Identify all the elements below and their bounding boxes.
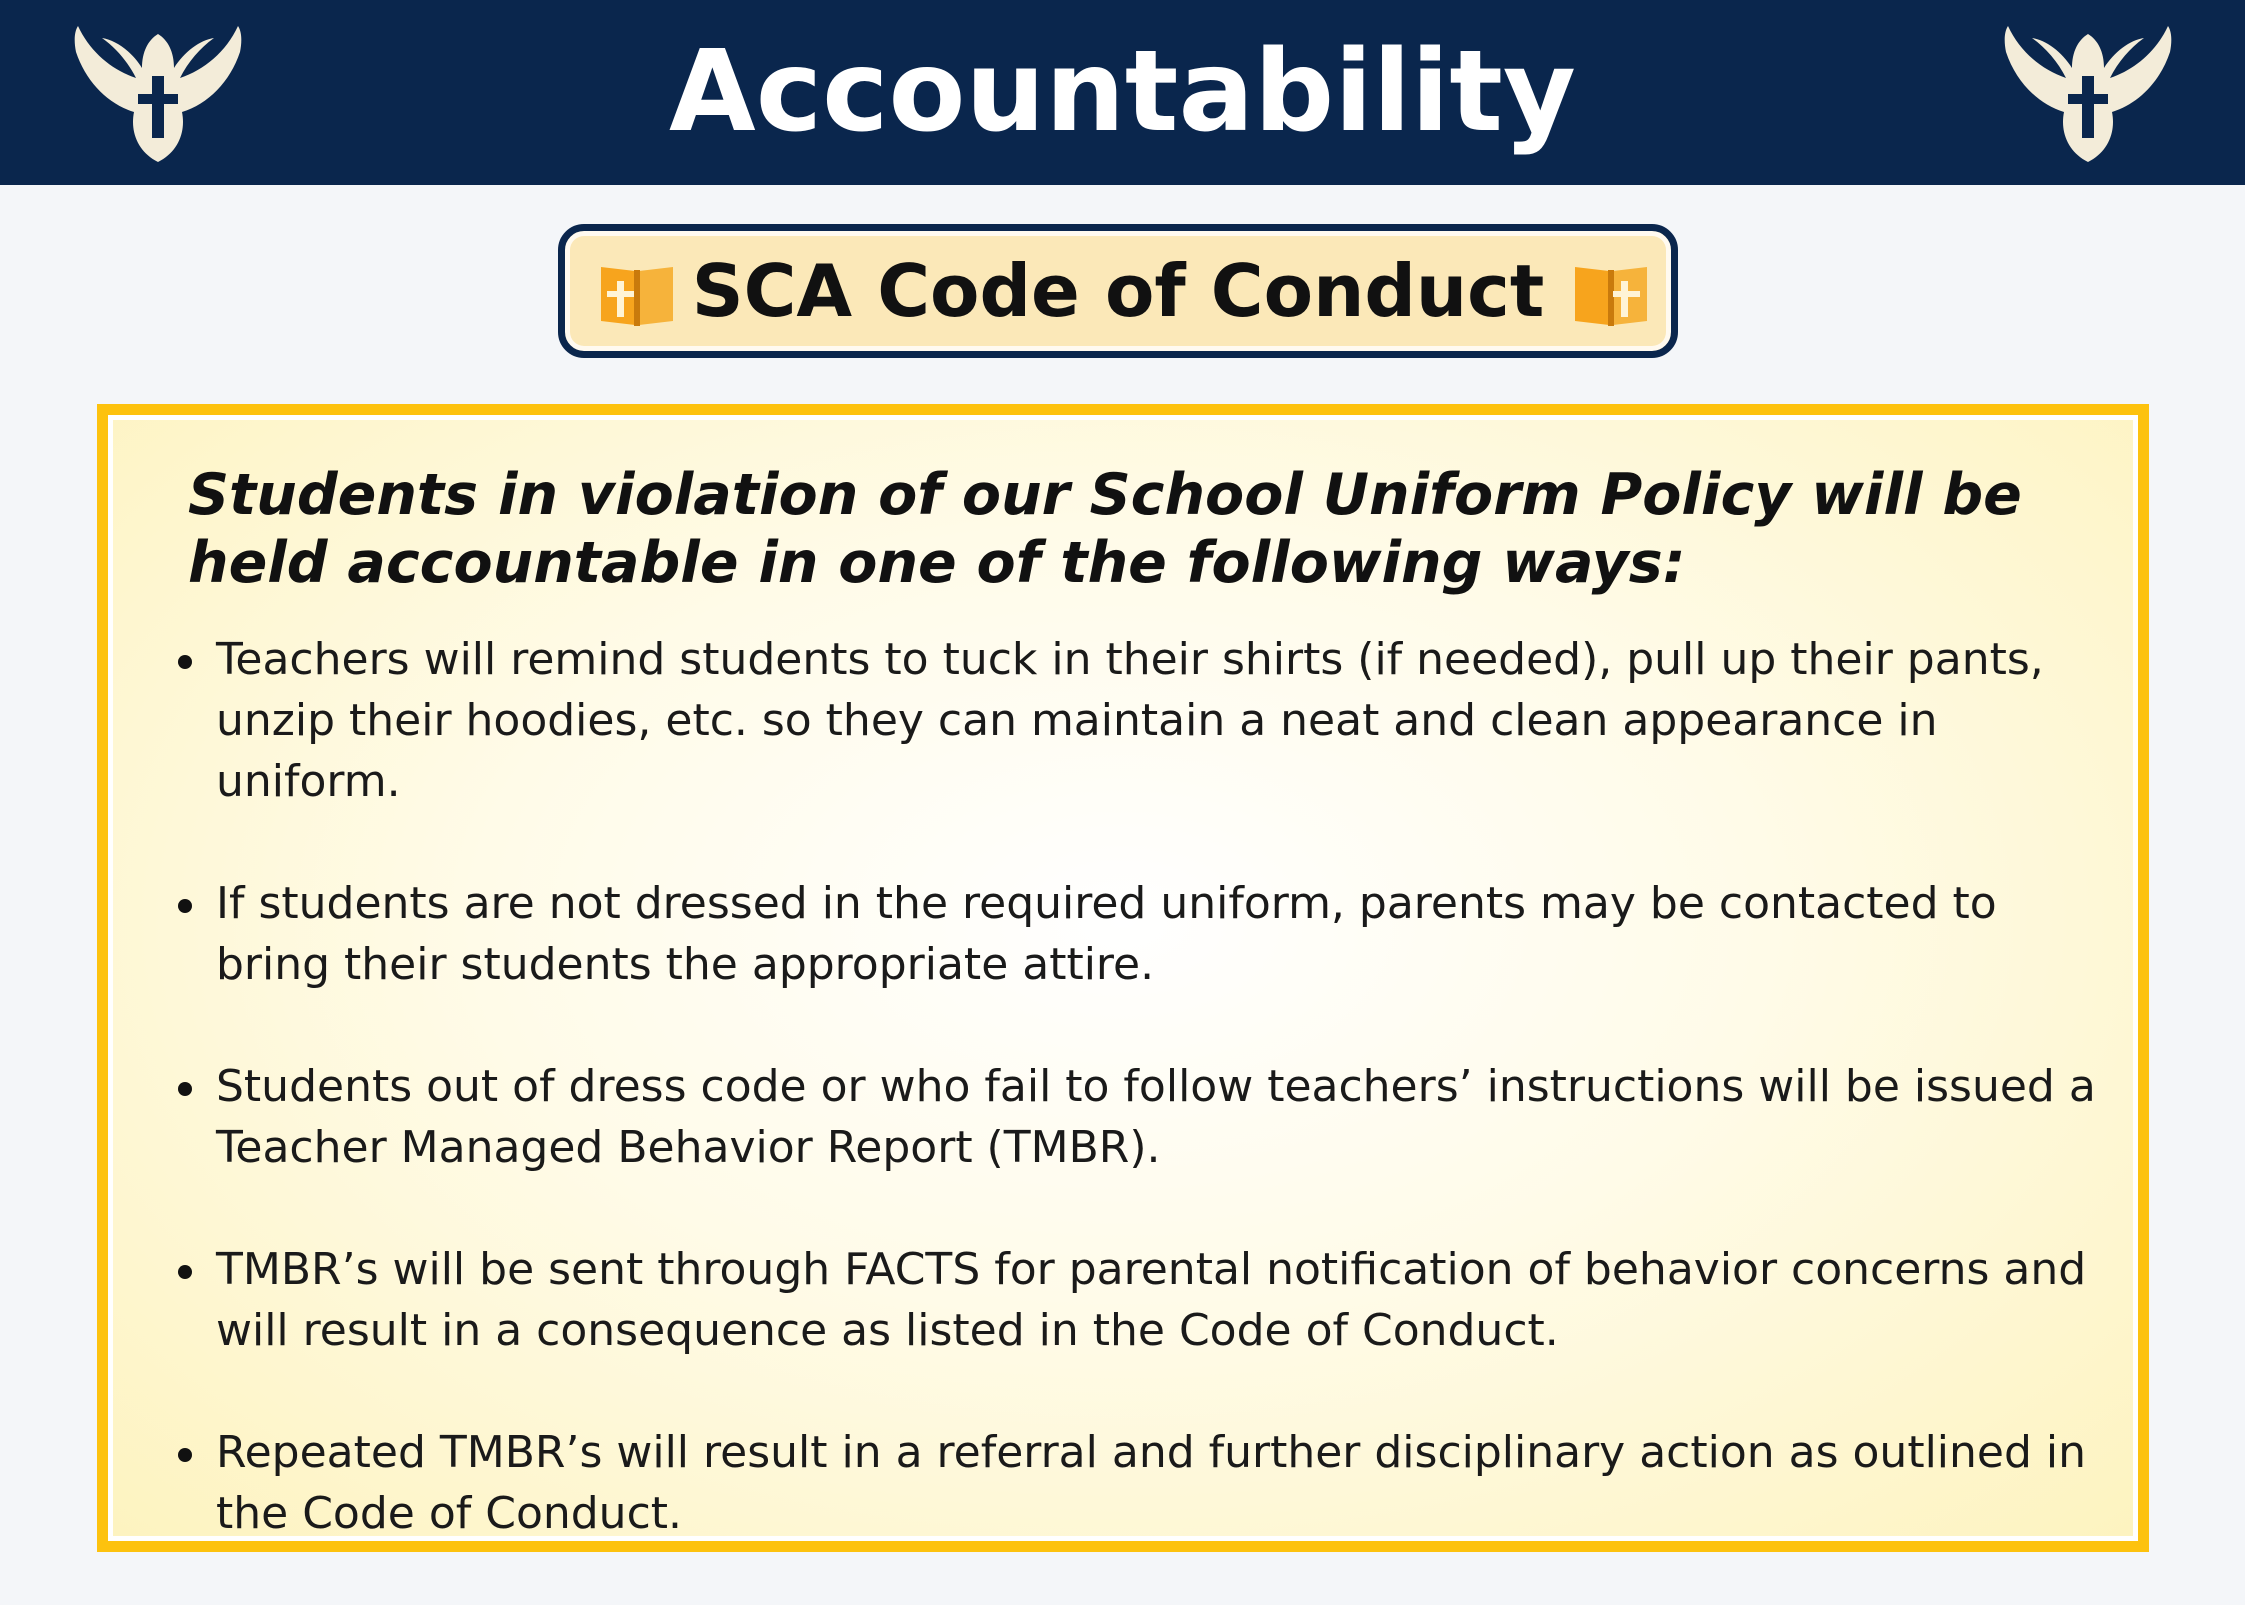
list-item [178,873,2098,995]
bullet-dot [178,655,192,669]
rule-text: If students are not dressed in the required uniform, parents may be contacted to bring their students the appropriate attire. [216,878,1997,990]
list-item [178,1422,2098,1544]
policy-intro: Students in violation of our School Uniform Policy will be held accountable in one of the following ways: [188,462,2022,596]
list-item [178,629,2098,812]
dove-cross-icon [1998,12,2178,172]
list-item [178,1056,2098,1178]
bullet-dot [178,1448,192,1462]
rule-text: TMBR’s will be sent through FACTS for parental notification of behavior concerns and will result in a consequence as listed in the Code of Conduct. [216,1244,2087,1356]
rules-list [178,629,2098,1605]
bullet-dot [178,1082,192,1096]
section-banner [558,224,1678,358]
header-bar [0,0,2245,185]
rule-text: Students out of dress code or who fail to follow teachers’ instructions will be issued a Teacher Managed Behavior Report (TMBR). [216,1061,2096,1173]
list-item [178,1239,2098,1361]
banner-title: SCA Code of Conduct [691,249,1545,333]
rule-text: Teachers will remind students to tuck in their shirts (if needed), pull up their pants, unzip their hoodies, etc. so they can maintain a neat and clean appearance in uniform. [216,634,2044,807]
page-title: Accountability [669,27,1576,157]
bible-cross-icon [1571,261,1651,329]
bullet-dot [178,1265,192,1279]
bullet-dot [178,899,192,913]
rule-text: Repeated TMBR’s will result in a referral and further disciplinary action as outlined in the Code of Conduct. [216,1427,2086,1539]
policy-panel [97,404,2149,1552]
